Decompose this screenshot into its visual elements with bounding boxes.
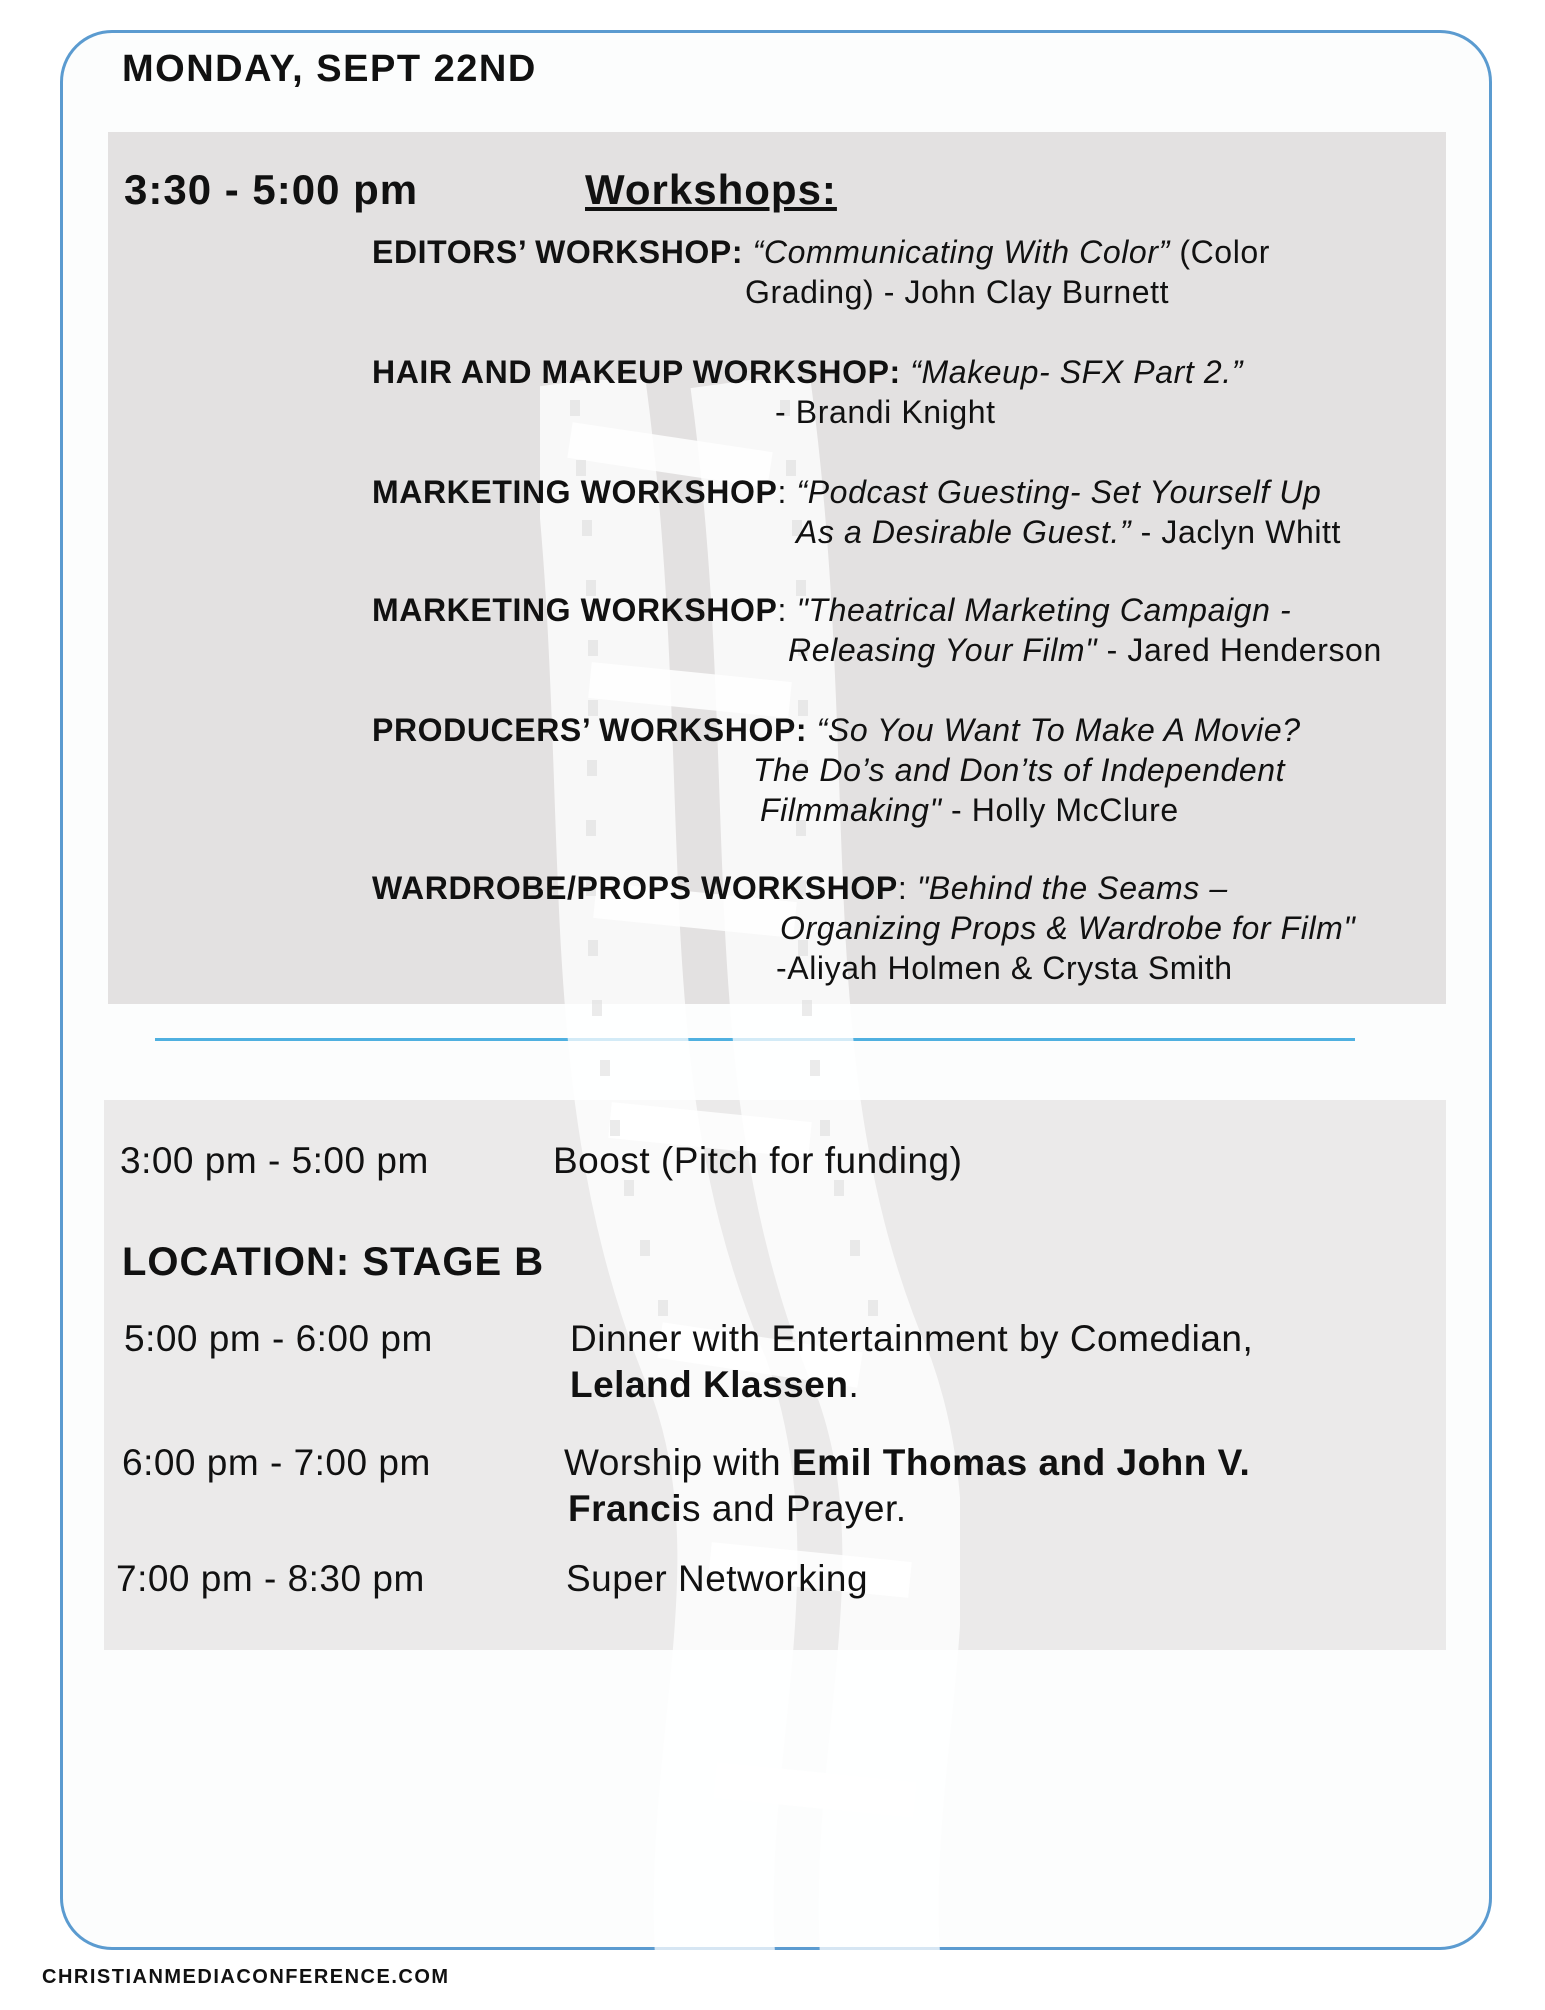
worship-leaders: Emil Thomas and John V. — [791, 1442, 1251, 1483]
workshop-6-line1 — [372, 868, 1228, 908]
workshop-3-line1 — [372, 472, 1321, 512]
workshops-heading: Workshops: — [585, 166, 837, 213]
workshop-6-line3: -Aliyah Holmen & Crysta Smith — [776, 950, 1233, 986]
worship-desc-2 — [568, 1486, 907, 1532]
workshop-title: “Podcast Guesting- Set Yourself Up — [796, 474, 1322, 510]
boost-time: 3:00 pm - 5:00 pm — [120, 1140, 429, 1181]
workshop-title-cont: Organizing Props & Wardrobe for Film" — [780, 910, 1356, 946]
dinner-performer — [570, 1362, 859, 1408]
boost-desc: Boost (Pitch for funding) — [553, 1140, 963, 1181]
workshop-title: “Makeup- SFX Part 2.” — [910, 354, 1243, 390]
workshop-label: MARKETING WORKSHOP — [372, 592, 778, 628]
worship-leader-2: Franci — [568, 1488, 683, 1529]
workshop-title-cont: As a Desirable Guest.” — [796, 514, 1132, 550]
workshop-title-cont: The Do’s and Don’ts of Independent — [753, 752, 1286, 788]
workshop-label: PRODUCERS’ WORKSHOP: — [372, 712, 808, 748]
workshop-2-line1 — [372, 352, 1243, 392]
workshop-4-line2 — [788, 630, 1382, 670]
workshop-title-plain: (Color — [1179, 234, 1271, 270]
workshop-title-cont: Releasing Your Film" — [788, 632, 1098, 668]
workshops-time: 3:30 - 5:00 pm — [124, 166, 419, 213]
workshop-title: "Theatrical Marketing Campaign - — [796, 592, 1292, 628]
workshop-label: MARKETING WORKSHOP — [372, 474, 778, 510]
footer-url: CHRISTIANMEDIACONFERENCE.COM — [42, 1966, 450, 1988]
location-heading: LOCATION: STAGE B — [122, 1240, 545, 1284]
workshop-presenter: - Jaclyn Whitt — [1140, 514, 1342, 550]
worship-text: Worship with — [564, 1442, 782, 1483]
workshop-1-line1 — [372, 232, 1270, 272]
performer-name: Leland Klassen — [570, 1364, 849, 1405]
dinner-desc: Dinner with Entertainment by Comedian, — [570, 1318, 1254, 1359]
workshop-2-line2: - Brandi Knight — [775, 394, 996, 430]
workshop-5-line3 — [760, 790, 1179, 830]
workshop-title: “So You Want To Make A Movie? — [816, 712, 1301, 748]
workshop-presenter: - Holly McClure — [951, 792, 1179, 828]
worship-time: 6:00 pm - 7:00 pm — [122, 1442, 431, 1483]
workshop-label: EDITORS’ WORKSHOP: — [372, 234, 744, 270]
performer-end: . — [848, 1364, 860, 1405]
workshop-6-line2 — [780, 908, 1355, 948]
workshop-4-line1 — [372, 590, 1291, 630]
day-title: MONDAY, SEPT 22ND — [122, 48, 537, 90]
workshop-5-line2 — [753, 750, 1285, 790]
worship-desc — [564, 1440, 1250, 1486]
workshop-sep: : — [777, 474, 787, 510]
workshop-label: HAIR AND MAKEUP WORKSHOP: — [372, 354, 901, 390]
workshop-5-line1 — [372, 710, 1301, 750]
workshop-sep: : — [777, 592, 787, 628]
workshop-sep: : — [897, 870, 908, 906]
networking-time: 7:00 pm - 8:30 pm — [116, 1558, 425, 1599]
workshop-title: "Behind the Seams – — [916, 870, 1228, 906]
workshop-presenter: - Jared Henderson — [1106, 632, 1382, 668]
workshop-3-line2 — [796, 512, 1341, 552]
workshop-title: “Communicating With Color” — [752, 234, 1170, 270]
workshop-label: WARDROBE/PROPS WORKSHOP — [372, 870, 898, 906]
dinner-time: 5:00 pm - 6:00 pm — [124, 1318, 433, 1359]
workshop-title-cont: Filmmaking" — [760, 792, 942, 828]
workshop-1-line2: Grading) - John Clay Burnett — [745, 274, 1170, 310]
networking-desc: Super Networking — [566, 1558, 869, 1599]
worship-end: s and Prayer. — [682, 1488, 907, 1529]
